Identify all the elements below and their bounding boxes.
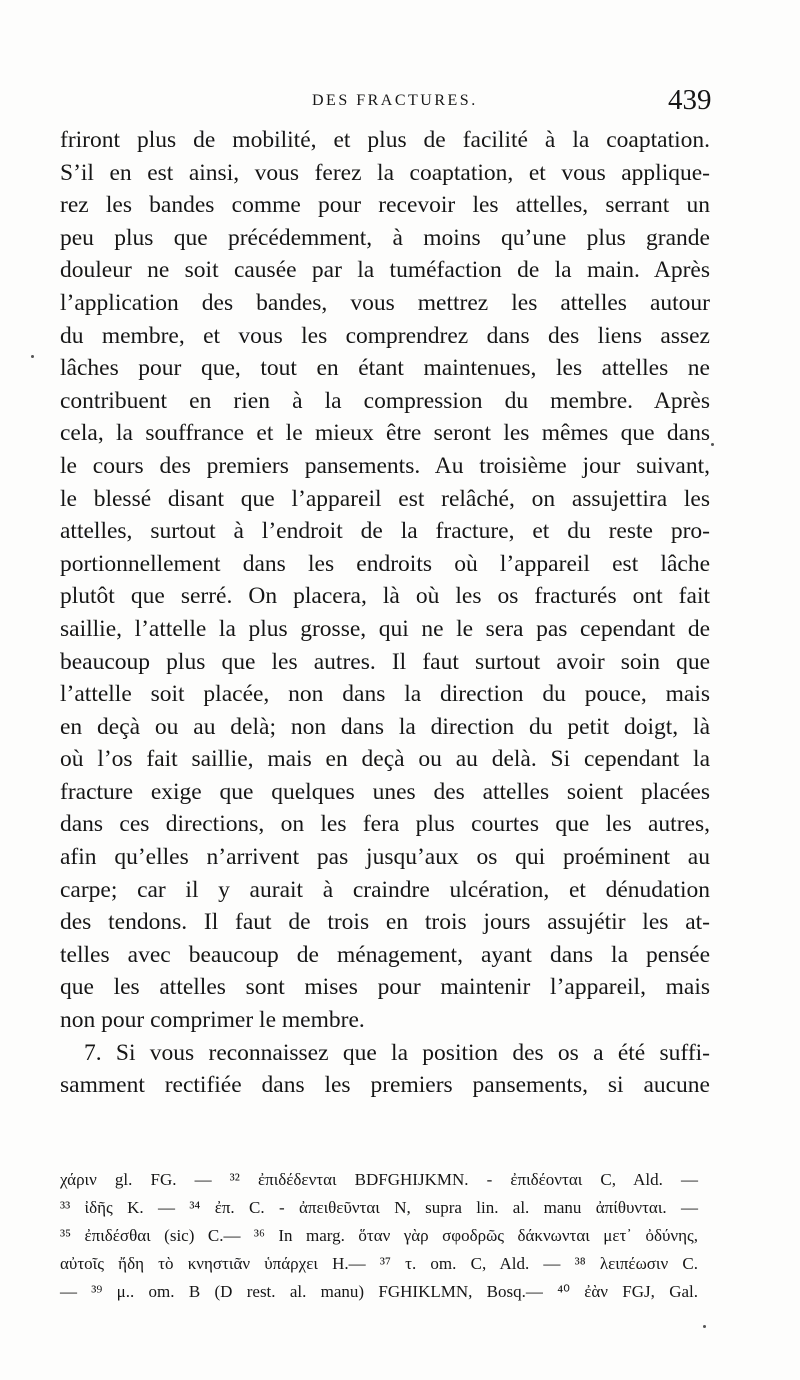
text-line: du membre, et vous les comprendrez dans des liens assez — [60, 322, 710, 349]
main-text-block — [60, 124, 710, 1102]
text-line: peu plus que précédemment, à moins qu’une plus grande — [60, 224, 710, 251]
text-line: où l’os fait saillie, mais en deçà ou au delà. Si cependant la — [60, 746, 710, 773]
text-line: lâches pour que, tout en étant maintenues, les attelles ne — [60, 355, 710, 382]
footnote-line: ³³ ἰδῆς K. — ³⁴ ἐπ. C. - ἀπειθεῦνται N, supra lin. al. manu ἀπίθυνται. — — [60, 1198, 698, 1217]
text-line: plutôt que serré. On placera, là où les os fracturés ont fait — [60, 583, 710, 610]
text-line: telles avec beaucoup de ménagement, ayant dans la pensée — [60, 941, 710, 968]
text-line: contribuent en rien à la compression du membre. Après — [60, 387, 710, 414]
running-title: DES FRACTURES. — [312, 92, 478, 109]
paragraph-start-line: 7. Si vous reconnaissez que la position des os a été suffi- — [84, 1039, 710, 1066]
text-line: en deçà ou au delà; non dans la direction du petit doigt, là — [60, 713, 710, 740]
page-number: 439 — [668, 84, 712, 116]
text-line: carpe; car il y aurait à craindre ulcération, et dénudation — [60, 876, 710, 903]
text-line: rez les bandes comme pour recevoir les attelles, serrant un — [60, 192, 710, 219]
text-line: attelles, surtout à l’endroit de la fracture, et du reste pro- — [60, 518, 710, 545]
footnote-line: χάριν gl. FG. — ³² ἐπιδέδενται BDFGHIJKMN. - ἐπιδέονται C, Ald. — — [60, 1170, 698, 1189]
text-line: portionnellement dans les endroits où l’appareil est lâche — [60, 550, 710, 577]
running-header — [0, 84, 800, 118]
text-line: saillie, l’attelle la plus grosse, qui ne le sera pas cependant de — [60, 615, 710, 642]
footnote-line: — ³⁹ μ.. om. B (D rest. al. manu) FGHIKLMN, Bosq.— ⁴⁰ ἐὰν FGJ, Gal. — [60, 1282, 698, 1301]
text-line: dans ces directions, on les fera plus courtes que les autres, — [60, 811, 710, 838]
footnotes-block — [60, 1166, 698, 1306]
text-line: S’il en est ainsi, vous ferez la coaptation, et vous applique- — [60, 159, 710, 186]
text-line: des tendons. Il faut de trois en trois jours assujétir les at- — [60, 909, 710, 936]
scan-speck — [31, 355, 34, 358]
text-line: beaucoup plus que les autres. Il faut surtout avoir soin que — [60, 648, 710, 675]
scan-speck — [711, 443, 714, 446]
text-line: friront plus de mobilité, et plus de facilité à la coaptation. — [60, 127, 710, 153]
footnote-line: ³⁵ ἐπιδέσθαι (sic) C.— ³⁶ In marg. ὅταν γὰρ σφοδρῶς δάκνωνται μετ᾽ ὀδύνης, — [60, 1226, 698, 1245]
text-line: cela, la souffrance et le mieux être seront les mêmes que dans — [60, 420, 710, 447]
text-line: que les attelles sont mises pour maintenir l’appareil, mais — [60, 974, 710, 1001]
text-line: l’attelle soit placée, non dans la direction du pouce, mais — [60, 681, 710, 708]
text-line: fracture exige que quelques unes des attelles soient placées — [60, 778, 710, 805]
footnote-line: αὐτοῖς ἤδη τὸ κνηστιᾶν ὑπάρχει H.— ³⁷ τ. om. C, Ald. — ³⁸ λειπέωσιν C. — [60, 1254, 698, 1273]
text-line: non pour comprimer le membre. — [60, 1007, 365, 1034]
text-line: douleur ne soit causée par la tuméfaction de la main. Après — [60, 257, 710, 284]
text-line: l’application des bandes, vous mettrez les attelles autour — [60, 289, 710, 316]
text-line: afin qu’elles n’arrivent pas jusqu’aux os qui proéminent au — [60, 844, 710, 871]
text-line: le cours des premiers pansements. Au troisième jour suivant, — [60, 452, 710, 479]
text-line: le blessé disant que l’appareil est relâché, on assujettira les — [60, 485, 710, 512]
scan-speck — [703, 1325, 706, 1328]
text-line: samment rectifiée dans les premiers pansements, si aucune — [60, 1072, 710, 1099]
